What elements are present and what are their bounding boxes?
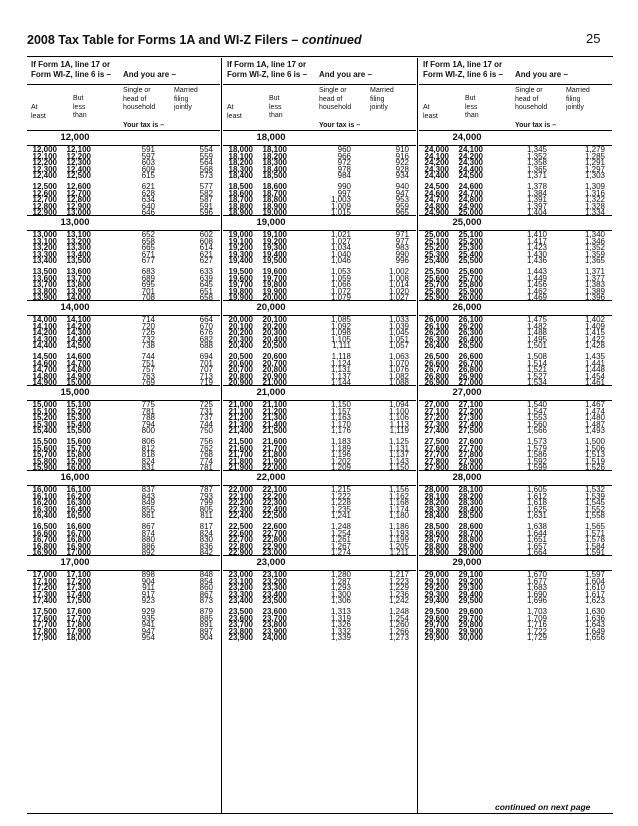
table-row: 25,200 25,300 1,423 1,352 bbox=[424, 243, 605, 253]
thousand-heading: 12,000 bbox=[27, 130, 220, 146]
table-row: 22,600 22,700 1,254 1,193 bbox=[228, 528, 409, 538]
table-row: 26,200 26,300 1,488 1,415 bbox=[424, 328, 605, 338]
if-form-header: If Form 1A, line 17 or Form WI-Z, line 6 is – bbox=[31, 60, 112, 79]
table-row: 17,600 17,700 935 885 bbox=[32, 613, 213, 623]
thousand-block bbox=[223, 385, 416, 473]
but-less-than-header: But less than bbox=[465, 95, 479, 119]
table-row: 25,300 25,400 1,430 1,359 bbox=[424, 249, 605, 259]
married-jointly-header: Married filing jointly bbox=[174, 87, 198, 111]
column-separator bbox=[221, 58, 222, 813]
table-column-group bbox=[223, 58, 416, 813]
and-you-are-header: And you are – bbox=[123, 70, 176, 79]
at-least-header: At least bbox=[31, 104, 46, 120]
table-row: 20,100 20,200 1,092 1,039 bbox=[228, 321, 409, 331]
table-row: 26,100 26,200 1,482 1,409 bbox=[424, 321, 605, 331]
table-row: 23,700 23,800 1,326 1,260 bbox=[228, 620, 409, 630]
table-row: 21,400 21,500 1,176 1,119 bbox=[228, 426, 409, 436]
table-row: 14,300 14,400 732 682 bbox=[32, 334, 213, 344]
page-title: 2008 Tax Table for Forms 1A and WI-Z Filers – continued bbox=[27, 33, 362, 47]
table-row: 15,100 15,200 781 731 bbox=[32, 406, 213, 416]
thousand-block bbox=[27, 555, 220, 643]
thousand-heading: 19,000 bbox=[223, 215, 416, 231]
table-row: 26,600 26,700 1,514 1,441 bbox=[424, 358, 605, 368]
table-row: 27,900 28,000 1,599 1,526 bbox=[424, 463, 605, 473]
table-row: 17,900 18,000 954 904 bbox=[32, 633, 213, 643]
thousand-heading: 21,000 bbox=[223, 385, 416, 401]
table-row: 13,700 13,800 695 645 bbox=[32, 280, 213, 290]
table-row: 14,400 14,500 738 688 bbox=[32, 341, 213, 351]
table-row: 23,900 24,000 1,339 1,273 bbox=[228, 633, 409, 643]
table-row: 28,400 28,500 1,631 1,558 bbox=[424, 511, 605, 521]
table-row: 28,700 28,800 1,651 1,578 bbox=[424, 535, 605, 545]
table-row: 20,300 20,400 1,105 1,051 bbox=[228, 334, 409, 344]
thousand-block bbox=[27, 385, 220, 473]
table-row: 27,600 27,700 1,579 1,506 bbox=[424, 443, 605, 453]
table-row: 15,700 15,800 818 768 bbox=[32, 450, 213, 460]
table-row: 16,900 17,000 892 842 bbox=[32, 548, 213, 558]
table-row: 21,100 21,200 1,157 1,100 bbox=[228, 406, 409, 416]
thousand-heading: 29,000 bbox=[419, 555, 612, 571]
your-tax-is-header: Your tax is – bbox=[515, 122, 557, 129]
table-row: 12,100 12,200 597 559 bbox=[32, 151, 213, 161]
column-separator bbox=[417, 58, 418, 813]
table-row: 13,300 13,400 671 621 bbox=[32, 249, 213, 259]
table-row: 15,200 15,300 788 737 bbox=[32, 413, 213, 423]
thousand-heading: 16,000 bbox=[27, 470, 220, 486]
your-tax-is-header: Your tax is – bbox=[123, 122, 165, 129]
thousand-heading: 24,000 bbox=[419, 130, 612, 146]
table-row: 20,700 20,800 1,131 1,076 bbox=[228, 365, 409, 375]
thousand-heading: 14,000 bbox=[27, 300, 220, 316]
table-row: 17,300 17,400 917 867 bbox=[32, 589, 213, 599]
thousand-block bbox=[223, 215, 416, 303]
table-row: 15,900 16,000 831 781 bbox=[32, 463, 213, 473]
table-row: 18,800 18,900 1,009 959 bbox=[228, 201, 409, 211]
thousand-block bbox=[419, 215, 612, 303]
table-row: 21,600 21,700 1,189 1,131 bbox=[228, 443, 409, 453]
table-row: 25,500 25,600 1,443 1,371 bbox=[424, 267, 605, 276]
table-row: 16,600 16,700 874 824 bbox=[32, 528, 213, 538]
table-row: 12,000 12,100 591 554 bbox=[32, 145, 213, 154]
table-column-group bbox=[27, 58, 220, 813]
table-row: 24,500 24,600 1,378 1,309 bbox=[424, 182, 605, 191]
table-row: 19,400 19,500 1,046 996 bbox=[228, 256, 409, 266]
table-row: 26,700 26,800 1,521 1,448 bbox=[424, 365, 605, 375]
table-row: 17,000 17,100 898 848 bbox=[32, 570, 213, 579]
thousand-heading: 27,000 bbox=[419, 385, 612, 401]
table-row: 20,200 20,300 1,098 1,045 bbox=[228, 328, 409, 338]
thousand-block bbox=[27, 215, 220, 303]
table-row: 16,300 16,400 855 805 bbox=[32, 504, 213, 514]
table-row: 28,300 28,400 1,625 1,552 bbox=[424, 504, 605, 514]
thousand-heading: 17,000 bbox=[27, 555, 220, 571]
table-row: 19,100 19,200 1,027 977 bbox=[228, 236, 409, 246]
table-row: 28,900 29,000 1,664 1,591 bbox=[424, 548, 605, 558]
table-row: 22,200 22,300 1,228 1,168 bbox=[228, 498, 409, 508]
thousand-heading: 23,000 bbox=[223, 555, 416, 571]
thousand-block bbox=[27, 300, 220, 388]
table-row: 23,000 23,100 1,280 1,217 bbox=[228, 570, 409, 579]
table-row: 28,200 28,300 1,618 1,545 bbox=[424, 498, 605, 508]
thousand-heading: 22,000 bbox=[223, 470, 416, 486]
table-row: 13,500 13,600 683 633 bbox=[32, 267, 213, 276]
and-you-are-header: And you are – bbox=[515, 70, 568, 79]
table-row: 22,100 22,200 1,222 1,162 bbox=[228, 491, 409, 501]
table-row: 25,000 25,100 1,410 1,340 bbox=[424, 230, 605, 239]
table-row: 13,600 13,700 689 639 bbox=[32, 273, 213, 283]
thousand-block bbox=[419, 555, 612, 643]
table-row: 16,700 16,800 880 830 bbox=[32, 535, 213, 545]
table-row: 14,800 14,900 763 713 bbox=[32, 371, 213, 381]
at-least-header: At least bbox=[227, 104, 242, 120]
thousand-block bbox=[419, 130, 612, 218]
table-row: 21,900 22,000 1,209 1,150 bbox=[228, 463, 409, 473]
table-row: 13,400 13,500 677 627 bbox=[32, 256, 213, 266]
table-row: 14,900 15,000 769 719 bbox=[32, 378, 213, 388]
thousand-block bbox=[419, 385, 612, 473]
thousand-heading: 18,000 bbox=[223, 130, 416, 146]
table-row: 21,000 21,100 1,150 1,094 bbox=[228, 400, 409, 409]
header-rule bbox=[223, 84, 416, 85]
table-row: 18,100 18,200 966 916 bbox=[228, 151, 409, 161]
table-row: 26,400 26,500 1,501 1,428 bbox=[424, 341, 605, 351]
at-least-header: At least bbox=[423, 104, 438, 120]
table-row: 15,600 15,700 812 762 bbox=[32, 443, 213, 453]
table-row: 13,800 13,900 701 651 bbox=[32, 286, 213, 296]
table-row: 29,400 29,500 1,696 1,623 bbox=[424, 596, 605, 606]
table-row: 18,600 18,700 997 947 bbox=[228, 188, 409, 198]
thousand-heading: 26,000 bbox=[419, 300, 612, 316]
table-row: 18,400 18,500 984 934 bbox=[228, 171, 409, 181]
table-row: 24,900 25,000 1,404 1,334 bbox=[424, 208, 605, 218]
but-less-than-header: But less than bbox=[73, 95, 87, 119]
bottom-rule bbox=[27, 813, 613, 814]
table-row: 22,300 22,400 1,235 1,174 bbox=[228, 504, 409, 514]
table-row: 23,800 23,900 1,332 1,266 bbox=[228, 626, 409, 636]
table-row: 16,800 16,900 886 836 bbox=[32, 541, 213, 551]
table-row: 15,300 15,400 794 744 bbox=[32, 419, 213, 429]
table-row: 14,100 14,200 720 670 bbox=[32, 321, 213, 331]
single-hoh-header: Single or head of household bbox=[319, 87, 352, 111]
table-row: 26,800 26,900 1,527 1,454 bbox=[424, 371, 605, 381]
table-row: 21,200 21,300 1,163 1,106 bbox=[228, 413, 409, 423]
table-row: 16,500 16,600 867 817 bbox=[32, 522, 213, 531]
but-less-than-header: But less than bbox=[269, 95, 283, 119]
and-you-are-header: And you are – bbox=[319, 70, 372, 79]
table-row: 17,400 17,500 923 873 bbox=[32, 596, 213, 606]
table-row: 25,600 25,700 1,449 1,377 bbox=[424, 273, 605, 283]
table-row: 22,500 22,600 1,248 1,186 bbox=[228, 522, 409, 531]
table-row: 27,500 27,600 1,573 1,500 bbox=[424, 437, 605, 446]
table-row: 29,800 29,900 1,722 1,649 bbox=[424, 626, 605, 636]
thousand-block bbox=[223, 470, 416, 558]
table-row: 12,200 12,300 603 564 bbox=[32, 158, 213, 168]
table-row: 19,500 19,600 1,053 1,002 bbox=[228, 267, 409, 276]
married-jointly-header: Married filing jointly bbox=[566, 87, 590, 111]
top-rule bbox=[27, 56, 613, 57]
table-row: 13,200 13,300 665 614 bbox=[32, 243, 213, 253]
table-row: 19,600 19,700 1,059 1,008 bbox=[228, 273, 409, 283]
table-row: 28,000 28,100 1,605 1,532 bbox=[424, 485, 605, 494]
header-rule bbox=[419, 84, 612, 85]
table-row: 25,700 25,800 1,456 1,383 bbox=[424, 280, 605, 290]
thousand-block bbox=[223, 555, 416, 643]
table-row: 19,300 19,400 1,040 990 bbox=[228, 249, 409, 259]
thousand-heading: 15,000 bbox=[27, 385, 220, 401]
table-row: 16,000 16,100 837 787 bbox=[32, 485, 213, 494]
table-row: 23,200 23,300 1,293 1,229 bbox=[228, 583, 409, 593]
table-column-group bbox=[419, 58, 612, 813]
if-form-header: If Form 1A, line 17 or Form WI-Z, line 6 is – bbox=[227, 60, 308, 79]
table-row: 18,700 18,800 1,003 953 bbox=[228, 195, 409, 205]
table-row: 25,900 26,000 1,469 1,396 bbox=[424, 293, 605, 303]
table-row: 17,700 17,800 941 891 bbox=[32, 620, 213, 630]
thousand-block bbox=[419, 300, 612, 388]
table-row: 25,800 25,900 1,462 1,389 bbox=[424, 286, 605, 296]
table-row: 12,300 12,400 609 568 bbox=[32, 164, 213, 174]
table-row: 25,100 25,200 1,417 1,346 bbox=[424, 236, 605, 246]
table-row: 21,300 21,400 1,170 1,113 bbox=[228, 419, 409, 429]
thousand-block bbox=[419, 470, 612, 558]
table-row: 18,500 18,600 990 940 bbox=[228, 182, 409, 191]
thousand-block bbox=[27, 470, 220, 558]
table-row: 26,300 26,400 1,495 1,422 bbox=[424, 334, 605, 344]
table-row: 17,100 17,200 904 854 bbox=[32, 576, 213, 586]
table-row: 22,900 23,000 1,274 1,211 bbox=[228, 548, 409, 558]
header-rule bbox=[27, 84, 220, 85]
table-row: 29,600 29,700 1,709 1,636 bbox=[424, 613, 605, 623]
table-row: 27,300 27,400 1,560 1,487 bbox=[424, 419, 605, 429]
table-row: 12,800 12,900 640 591 bbox=[32, 201, 213, 211]
table-row: 12,700 12,800 634 587 bbox=[32, 195, 213, 205]
table-row: 29,500 29,600 1,703 1,630 bbox=[424, 607, 605, 616]
table-row: 16,200 16,300 849 799 bbox=[32, 498, 213, 508]
table-row: 20,000 20,100 1,085 1,033 bbox=[228, 315, 409, 324]
table-row: 24,100 24,200 1,352 1,285 bbox=[424, 151, 605, 161]
table-row: 20,600 20,700 1,124 1,070 bbox=[228, 358, 409, 368]
table-row: 24,400 24,500 1,371 1,303 bbox=[424, 171, 605, 181]
thousand-block bbox=[27, 130, 220, 218]
table-row: 16,100 16,200 843 793 bbox=[32, 491, 213, 501]
table-row: 19,200 19,300 1,034 983 bbox=[228, 243, 409, 253]
table-row: 15,500 15,600 806 756 bbox=[32, 437, 213, 446]
table-row: 20,500 20,600 1,118 1,063 bbox=[228, 352, 409, 361]
table-row: 21,500 21,600 1,183 1,125 bbox=[228, 437, 409, 446]
table-row: 27,400 27,500 1,566 1,493 bbox=[424, 426, 605, 436]
table-row: 19,800 19,900 1,072 1,020 bbox=[228, 286, 409, 296]
table-row: 12,600 12,700 628 582 bbox=[32, 188, 213, 198]
table-row: 22,000 22,100 1,215 1,156 bbox=[228, 485, 409, 494]
table-row: 21,700 21,800 1,196 1,137 bbox=[228, 450, 409, 460]
table-row: 23,300 23,400 1,300 1,236 bbox=[228, 589, 409, 599]
table-row: 12,400 12,500 615 573 bbox=[32, 171, 213, 181]
table-row: 28,500 28,600 1,638 1,565 bbox=[424, 522, 605, 531]
table-row: 24,600 24,700 1,384 1,316 bbox=[424, 188, 605, 198]
table-row: 28,100 28,200 1,612 1,539 bbox=[424, 491, 605, 501]
table-row: 25,400 25,500 1,436 1,365 bbox=[424, 256, 605, 266]
table-row: 13,100 13,200 658 608 bbox=[32, 236, 213, 246]
table-row: 18,000 18,100 960 910 bbox=[228, 145, 409, 154]
thousand-block bbox=[223, 300, 416, 388]
table-row: 22,700 22,800 1,261 1,199 bbox=[228, 535, 409, 545]
table-row: 23,500 23,600 1,313 1,248 bbox=[228, 607, 409, 616]
table-row: 24,700 24,800 1,391 1,322 bbox=[424, 195, 605, 205]
table-row: 15,400 15,500 800 750 bbox=[32, 426, 213, 436]
table-row: 29,700 29,800 1,716 1,643 bbox=[424, 620, 605, 630]
table-row: 22,400 22,500 1,241 1,180 bbox=[228, 511, 409, 521]
table-row: 22,800 22,900 1,267 1,205 bbox=[228, 541, 409, 551]
single-hoh-header: Single or head of household bbox=[515, 87, 548, 111]
thousand-heading: 13,000 bbox=[27, 215, 220, 231]
table-row: 13,900 14,000 708 658 bbox=[32, 293, 213, 303]
table-row: 23,600 23,700 1,319 1,254 bbox=[228, 613, 409, 623]
table-row: 29,900 30,000 1,729 1,656 bbox=[424, 633, 605, 643]
table-row: 19,000 19,100 1,021 971 bbox=[228, 230, 409, 239]
table-row: 18,300 18,400 978 928 bbox=[228, 164, 409, 174]
table-row: 23,400 23,500 1,306 1,242 bbox=[228, 596, 409, 606]
table-row: 27,800 27,900 1,592 1,519 bbox=[424, 456, 605, 466]
table-row: 14,500 14,600 744 694 bbox=[32, 352, 213, 361]
table-row: 17,800 17,900 947 897 bbox=[32, 626, 213, 636]
table-row: 23,100 23,200 1,287 1,223 bbox=[228, 576, 409, 586]
table-row: 13,000 13,100 652 602 bbox=[32, 230, 213, 239]
table-row: 19,700 19,800 1,066 1,014 bbox=[228, 280, 409, 290]
thousand-block bbox=[223, 130, 416, 218]
table-row: 20,800 20,900 1,137 1,082 bbox=[228, 371, 409, 381]
your-tax-is-header: Your tax is – bbox=[319, 122, 361, 129]
single-hoh-header: Single or head of household bbox=[123, 87, 156, 111]
table-row: 21,800 21,900 1,202 1,143 bbox=[228, 456, 409, 466]
thousand-heading: 25,000 bbox=[419, 215, 612, 231]
table-row: 24,800 24,900 1,397 1,328 bbox=[424, 201, 605, 211]
table-row: 17,200 17,300 911 860 bbox=[32, 583, 213, 593]
table-row: 16,400 16,500 861 811 bbox=[32, 511, 213, 521]
table-row: 27,700 27,800 1,586 1,513 bbox=[424, 450, 605, 460]
table-row: 28,800 28,900 1,657 1,584 bbox=[424, 541, 605, 551]
page-number: 25 bbox=[586, 31, 601, 46]
table-row: 24,200 24,300 1,358 1,291 bbox=[424, 158, 605, 168]
table-row: 27,000 27,100 1,540 1,467 bbox=[424, 400, 605, 409]
table-row: 12,900 13,000 646 596 bbox=[32, 208, 213, 218]
table-row: 27,200 27,300 1,553 1,480 bbox=[424, 413, 605, 423]
table-row: 12,500 12,600 621 577 bbox=[32, 182, 213, 191]
table-row: 18,900 19,000 1,015 965 bbox=[228, 208, 409, 218]
table-row: 20,400 20,500 1,111 1,057 bbox=[228, 341, 409, 351]
table-row: 14,600 14,700 751 701 bbox=[32, 358, 213, 368]
table-row: 24,300 24,400 1,365 1,297 bbox=[424, 164, 605, 174]
if-form-header: If Form 1A, line 17 or Form WI-Z, line 6 is – bbox=[423, 60, 504, 79]
table-row: 26,000 26,100 1,475 1,402 bbox=[424, 315, 605, 324]
table-row: 26,900 27,000 1,534 1,461 bbox=[424, 378, 605, 388]
thousand-heading: 28,000 bbox=[419, 470, 612, 486]
table-row: 29,000 29,100 1,670 1,597 bbox=[424, 570, 605, 579]
table-row: 24,000 24,100 1,345 1,279 bbox=[424, 145, 605, 154]
table-row: 14,700 14,800 757 707 bbox=[32, 365, 213, 375]
table-row: 26,500 26,600 1,508 1,435 bbox=[424, 352, 605, 361]
table-row: 20,900 21,000 1,144 1,088 bbox=[228, 378, 409, 388]
thousand-heading: 20,000 bbox=[223, 300, 416, 316]
continued-note: continued on next page bbox=[495, 802, 591, 812]
table-row: 18,200 18,300 972 922 bbox=[228, 158, 409, 168]
table-row: 15,800 15,900 824 774 bbox=[32, 456, 213, 466]
table-row: 14,000 14,100 714 664 bbox=[32, 315, 213, 324]
table-row: 29,100 29,200 1,677 1,604 bbox=[424, 576, 605, 586]
table-row: 27,100 27,200 1,547 1,474 bbox=[424, 406, 605, 416]
table-row: 28,600 28,700 1,644 1,571 bbox=[424, 528, 605, 538]
table-row: 15,000 15,100 775 725 bbox=[32, 400, 213, 409]
married-jointly-header: Married filing jointly bbox=[370, 87, 394, 111]
table-row: 17,500 17,600 929 879 bbox=[32, 607, 213, 616]
table-row: 29,200 29,300 1,683 1,610 bbox=[424, 583, 605, 593]
table-row: 29,300 29,400 1,690 1,617 bbox=[424, 589, 605, 599]
table-row: 14,200 14,300 726 676 bbox=[32, 328, 213, 338]
table-row: 19,900 20,000 1,079 1,027 bbox=[228, 293, 409, 303]
